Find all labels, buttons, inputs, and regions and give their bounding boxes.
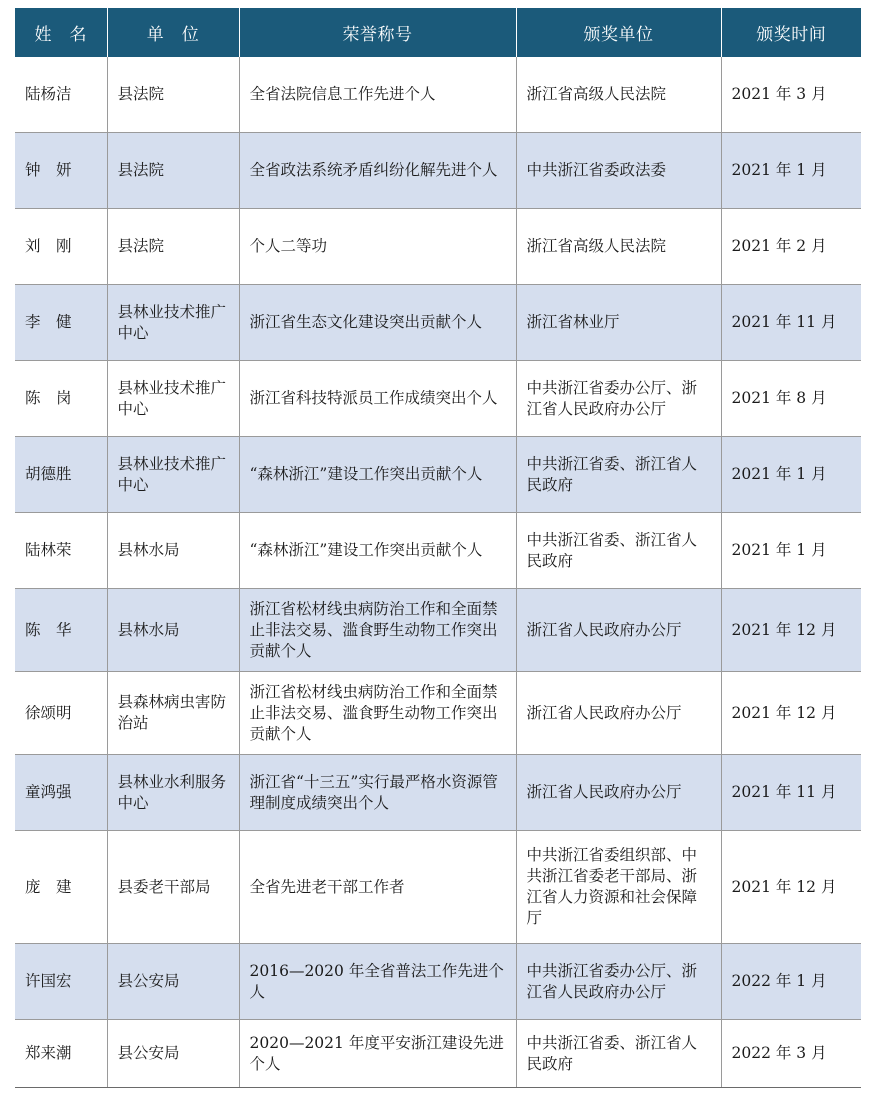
cell-unit: 县林水局 bbox=[107, 513, 239, 589]
cell-name: 陆林荣 bbox=[15, 513, 107, 589]
cell-date: 2021 年 12 月 bbox=[721, 589, 861, 672]
cell-name: 陆杨洁 bbox=[15, 57, 107, 133]
cell-date: 2021 年 1 月 bbox=[721, 513, 861, 589]
cell-date: 2021 年 11 月 bbox=[721, 755, 861, 831]
cell-awarder: 浙江省高级人民法院 bbox=[516, 209, 721, 285]
cell-date: 2021 年 8 月 bbox=[721, 361, 861, 437]
cell-unit: 县法院 bbox=[107, 133, 239, 209]
cell-date: 2021 年 3 月 bbox=[721, 57, 861, 133]
table-row bbox=[15, 361, 861, 437]
cell-honor: 2016—2020 年全省普法工作先进个人 bbox=[239, 944, 516, 1020]
honors-table bbox=[15, 8, 861, 1088]
cell-unit: 县林业技术推广中心 bbox=[107, 437, 239, 513]
cell-honor: 2020—2021 年度平安浙江建设先进个人 bbox=[239, 1020, 516, 1088]
table-row bbox=[15, 831, 861, 944]
cell-awarder: 中共浙江省委、浙江省人民政府 bbox=[516, 513, 721, 589]
cell-honor: 全省政法系统矛盾纠纷化解先进个人 bbox=[239, 133, 516, 209]
cell-name: 陈 岗 bbox=[15, 361, 107, 437]
table-row bbox=[15, 589, 861, 672]
cell-awarder: 中共浙江省委政法委 bbox=[516, 133, 721, 209]
header-date: 颁奖时间 bbox=[721, 8, 861, 57]
cell-honor: 全省先进老干部工作者 bbox=[239, 831, 516, 944]
cell-awarder: 中共浙江省委、浙江省人民政府 bbox=[516, 437, 721, 513]
cell-name: 郑来潮 bbox=[15, 1020, 107, 1088]
cell-name: 陈 华 bbox=[15, 589, 107, 672]
table-header bbox=[15, 8, 861, 57]
header-name: 姓 名 bbox=[15, 8, 107, 57]
cell-name: 许国宏 bbox=[15, 944, 107, 1020]
table-row bbox=[15, 755, 861, 831]
cell-unit: 县法院 bbox=[107, 209, 239, 285]
cell-awarder: 中共浙江省委、浙江省人民政府 bbox=[516, 1020, 721, 1088]
cell-unit: 县法院 bbox=[107, 57, 239, 133]
cell-honor: 浙江省“十三五”实行最严格水资源管理制度成绩突出个人 bbox=[239, 755, 516, 831]
cell-date: 2021 年 2 月 bbox=[721, 209, 861, 285]
cell-honor: 个人二等功 bbox=[239, 209, 516, 285]
cell-name: 李 健 bbox=[15, 285, 107, 361]
cell-honor: 浙江省松材线虫病防治工作和全面禁止非法交易、滥食野生动物工作突出贡献个人 bbox=[239, 672, 516, 755]
cell-name: 刘 刚 bbox=[15, 209, 107, 285]
cell-unit: 县林水局 bbox=[107, 589, 239, 672]
cell-awarder: 浙江省人民政府办公厅 bbox=[516, 755, 721, 831]
cell-date: 2021 年 1 月 bbox=[721, 133, 861, 209]
cell-name: 胡德胜 bbox=[15, 437, 107, 513]
table-row bbox=[15, 672, 861, 755]
header-row bbox=[15, 8, 861, 57]
cell-unit: 县森林病虫害防治站 bbox=[107, 672, 239, 755]
cell-unit: 县林业技术推广中心 bbox=[107, 361, 239, 437]
cell-unit: 县林业技术推广中心 bbox=[107, 285, 239, 361]
cell-awarder: 浙江省高级人民法院 bbox=[516, 57, 721, 133]
cell-awarder: 浙江省林业厅 bbox=[516, 285, 721, 361]
cell-date: 2022 年 3 月 bbox=[721, 1020, 861, 1088]
table-row bbox=[15, 133, 861, 209]
cell-awarder: 中共浙江省委办公厅、浙江省人民政府办公厅 bbox=[516, 361, 721, 437]
table-row bbox=[15, 1020, 861, 1088]
cell-date: 2021 年 1 月 bbox=[721, 437, 861, 513]
cell-name: 钟 妍 bbox=[15, 133, 107, 209]
cell-unit: 县公安局 bbox=[107, 1020, 239, 1088]
header-awarder: 颁奖单位 bbox=[516, 8, 721, 57]
table-row bbox=[15, 437, 861, 513]
cell-date: 2021 年 12 月 bbox=[721, 831, 861, 944]
cell-awarder: 浙江省人民政府办公厅 bbox=[516, 672, 721, 755]
header-unit: 单 位 bbox=[107, 8, 239, 57]
table-row bbox=[15, 944, 861, 1020]
cell-date: 2021 年 12 月 bbox=[721, 672, 861, 755]
cell-unit: 县公安局 bbox=[107, 944, 239, 1020]
table-row bbox=[15, 57, 861, 133]
cell-name: 童鸿强 bbox=[15, 755, 107, 831]
cell-awarder: 浙江省人民政府办公厅 bbox=[516, 589, 721, 672]
cell-unit: 县委老干部局 bbox=[107, 831, 239, 944]
cell-honor: 全省法院信息工作先进个人 bbox=[239, 57, 516, 133]
cell-awarder: 中共浙江省委办公厅、浙江省人民政府办公厅 bbox=[516, 944, 721, 1020]
cell-date: 2022 年 1 月 bbox=[721, 944, 861, 1020]
cell-awarder: 中共浙江省委组织部、中共浙江省委老干部局、浙江省人力资源和社会保障厅 bbox=[516, 831, 721, 944]
cell-honor: 浙江省科技特派员工作成绩突出个人 bbox=[239, 361, 516, 437]
cell-unit: 县林业水利服务中心 bbox=[107, 755, 239, 831]
cell-honor: 浙江省生态文化建设突出贡献个人 bbox=[239, 285, 516, 361]
cell-date: 2021 年 11 月 bbox=[721, 285, 861, 361]
table-body bbox=[15, 57, 861, 1088]
cell-name: 庞 建 bbox=[15, 831, 107, 944]
table-row bbox=[15, 513, 861, 589]
header-honor: 荣誉称号 bbox=[239, 8, 516, 57]
cell-honor: 浙江省松材线虫病防治工作和全面禁止非法交易、滥食野生动物工作突出贡献个人 bbox=[239, 589, 516, 672]
table-row bbox=[15, 285, 861, 361]
cell-name: 徐颂明 bbox=[15, 672, 107, 755]
table-row bbox=[15, 209, 861, 285]
cell-honor: “森林浙江”建设工作突出贡献个人 bbox=[239, 437, 516, 513]
cell-honor: “森林浙江”建设工作突出贡献个人 bbox=[239, 513, 516, 589]
